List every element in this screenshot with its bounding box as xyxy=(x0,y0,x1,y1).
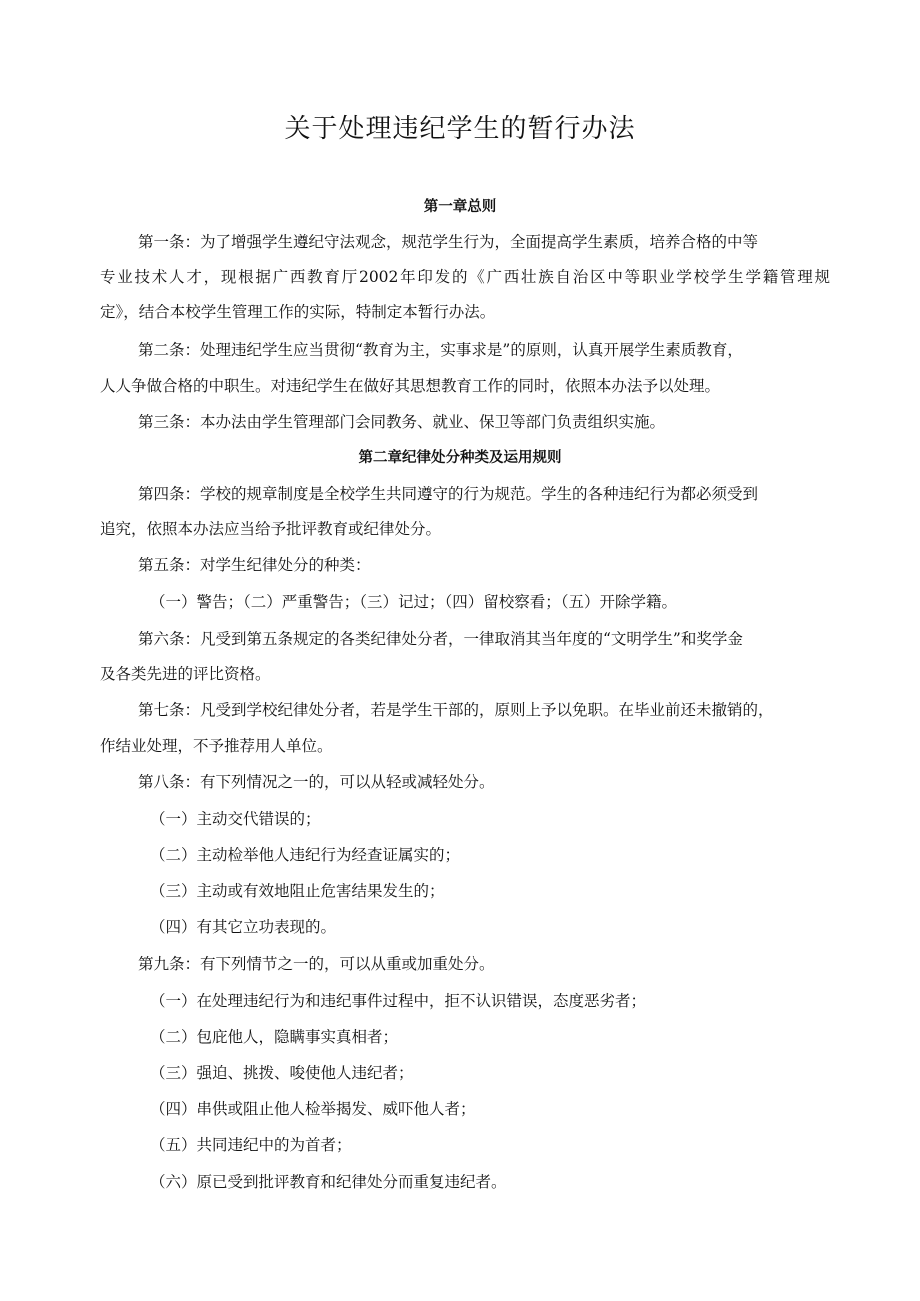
article-1-line-2: 专业技术人才，现根据广西教育厅2002年印发的《广西壮族自治区中等职业学校学生学籍管理规 xyxy=(100,268,830,286)
article-5-items: （一）警告；（二）严重警告；（三）记过；（四）留校察看；（五）开除学籍。 xyxy=(150,593,678,611)
article-4-line-2: 追究，依照本办法应当给予批评教育或纪律处分。 xyxy=(100,520,442,538)
article-9-item: （四）串供或阻止他人检举揭发、威吓他人者； xyxy=(150,1100,476,1118)
article-8-item: （二）主动检举他人违纪行为经查证属实的； xyxy=(150,846,461,864)
article-6-line-2: 及各类先进的评比资格。 xyxy=(100,665,271,683)
article-4-line-1: 第四条：学校的规章制度是全校学生共同遵守的行为规范。学生的各种违纪行为都必须受到 xyxy=(138,485,759,503)
article-1-line-1: 第一条：为了增强学生遵纪守法观念，规范学生行为，全面提高学生素质，培养合格的中等 xyxy=(138,233,759,251)
article-2-line-1: 第二条：处理违纪学生应当贯彻“教育为主，实事求是”的原则，认真开展学生素质教育， xyxy=(138,341,743,359)
article-9-item: （三）强迫、挑拨、唆使他人违纪者； xyxy=(150,1064,414,1082)
chapter-heading: 第二章纪律处分种类及运用规则 xyxy=(358,450,562,466)
chapter-heading: 第一章总则 xyxy=(423,199,497,215)
article-9: 第九条：有下列情节之一的，可以从重或加重处分。 xyxy=(138,955,495,973)
article-9-item: （六）原已受到批评教育和纪律处分而重复违纪者。 xyxy=(150,1173,507,1191)
article-9-item: （五）共同违纪中的为首者； xyxy=(150,1136,352,1154)
article-8-item: （四）有其它立功表现的。 xyxy=(150,918,337,936)
article-7-line-2: 作结业处理，不予推荐用人单位。 xyxy=(100,737,333,755)
article-3: 第三条：本办法由学生管理部门会同教务、就业、保卫等部门负责组织实施。 xyxy=(138,413,666,431)
article-6-line-1: 第六条：凡受到第五条规定的各类纪律处分者，一律取消其当年度的“文明学生”和奖学金 xyxy=(138,630,743,648)
article-2-line-2: 人人争做合格的中职生。对违纪学生在做好其思想教育工作的同时，依照本办法予以处理。 xyxy=(100,377,721,395)
article-8-item: （一）主动交代错误的； xyxy=(150,810,321,828)
document-title: 关于处理违纪学生的暂行办法 xyxy=(284,114,636,144)
article-1-line-3: 定》，结合本校学生管理工作的实际，特制定本暂行办法。 xyxy=(100,303,496,321)
article-8: 第八条：有下列情况之一的，可以从轻或减轻处分。 xyxy=(138,773,495,791)
article-7-line-1: 第七条：凡受到学校纪律处分者，若是学生干部的，原则上予以免职。在毕业前还未撤销的， xyxy=(138,701,774,719)
article-9-item: （二）包庇他人，隐瞒事实真相者； xyxy=(150,1028,399,1046)
article-9-item: （一）在处理违纪行为和违纪事件过程中，拒不认识错误，态度恶劣者； xyxy=(150,992,647,1010)
article-5: 第五条：对学生纪律处分的种类： xyxy=(138,556,371,574)
article-8-item: （三）主动或有效地阻止危害结果发生的； xyxy=(150,882,445,900)
